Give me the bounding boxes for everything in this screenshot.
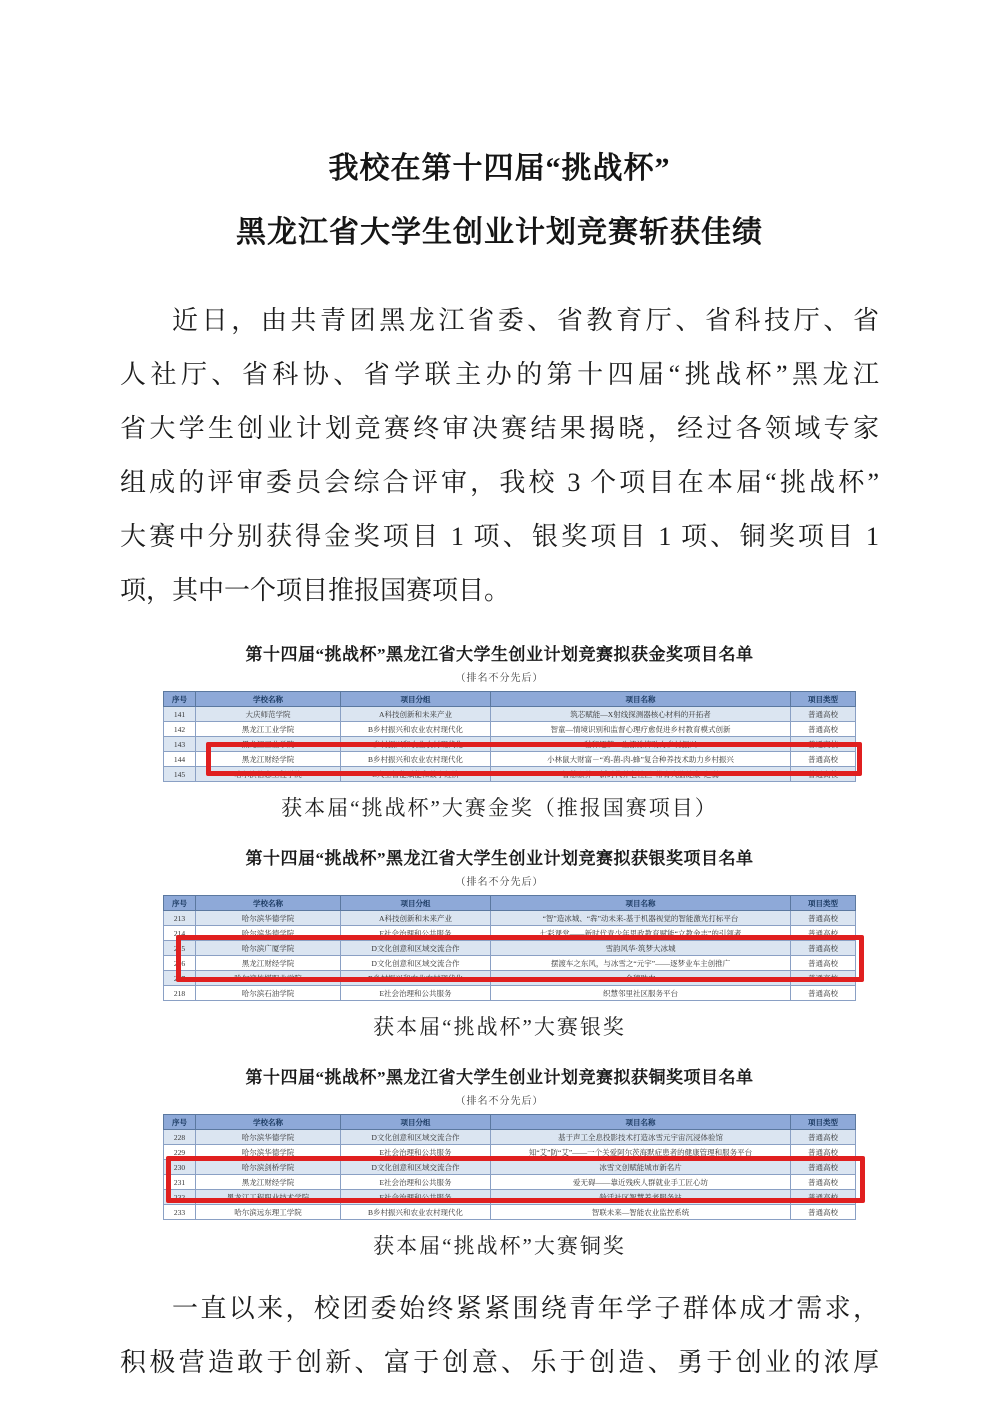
- table-cell: 冰雪文创赋能城市新名片: [491, 1160, 791, 1175]
- page-title-line-1: 我校在第十四届“挑战杯”: [328, 152, 671, 185]
- table-cell: 普通高校: [791, 737, 856, 752]
- table-cell: 哈尔滨远东理工学院: [196, 1205, 341, 1220]
- table-cell: 141: [164, 707, 196, 722]
- table-cell: 228: [164, 1130, 196, 1145]
- table-cell: 哈尔滨华德学院: [196, 911, 341, 926]
- column-header: 项目类型: [791, 1115, 856, 1130]
- table-cell: 普通高校: [791, 941, 856, 956]
- column-header: 序号: [164, 692, 196, 707]
- table-row-highlighted: [164, 1175, 856, 1190]
- table-header-row: [164, 1115, 856, 1130]
- table-cell: E社会治理和公共服务: [341, 1175, 491, 1190]
- table-cell: 普通高校: [791, 926, 856, 941]
- table-cell: 哈尔滨华德学院: [196, 926, 341, 941]
- table-cell: 黑龙江工程职业技术学院: [196, 1190, 341, 1205]
- column-header: 项目类型: [791, 692, 856, 707]
- table-cell: 基于声工全息投影技术打造冰雪元宇宙沉浸体验馆: [491, 1130, 791, 1145]
- table-row: [164, 911, 856, 926]
- paragraph-line: 积极营造敢于创新、富于创意、乐于创造、勇于创业的浓厚: [120, 1348, 879, 1377]
- table-cell: 普通高校: [791, 956, 856, 971]
- column-header: 项目分组: [341, 896, 491, 911]
- table-cell: 215: [164, 941, 196, 956]
- gold-table-title: 第十四届“挑战杯”黑龙江省大学生创业计划竞赛拟获金奖项目名单: [245, 645, 754, 664]
- table-cell: 231: [164, 1175, 196, 1190]
- table-row: [164, 737, 856, 752]
- table-cell: 普通高校: [791, 986, 856, 1001]
- table-cell: 黑龙江财经学院: [196, 752, 341, 767]
- table-cell: 普通高校: [791, 971, 856, 986]
- table-row: [164, 767, 856, 782]
- table-cell: 智联未来—智能农业监控系统: [491, 1205, 791, 1220]
- table-row: [164, 722, 856, 737]
- table-cell: 普通高校: [791, 1130, 856, 1145]
- gold-award-section: [120, 640, 879, 822]
- table-row-highlighted: [164, 752, 856, 767]
- table-row: [164, 1205, 856, 1220]
- bronze-table-title: 第十四届“挑战杯”黑龙江省大学生创业计划竞赛拟获铜奖项目名单: [245, 1068, 754, 1087]
- table-cell: 秸秆逐梦—生漆涂饰助力乡村振兴: [491, 737, 791, 752]
- silver-award-section: [120, 844, 879, 1041]
- table-cell: E社会治理和公共服务: [341, 926, 491, 941]
- table-cell: D文化创意和区域交流合作: [341, 956, 491, 971]
- bronze-table-subtitle: （排名不分先后）: [455, 1096, 544, 1107]
- paragraph-line: 一直以来，校团委始终紧紧围绕青年学子群体成才需求，: [172, 1294, 879, 1323]
- paragraph-line: 组成的评审委员会综合评审，我校 3 个项目在本届“挑战杯”: [120, 468, 879, 497]
- table-cell: 织慧邻里社区服务平台: [491, 986, 791, 1001]
- table-cell: 145: [164, 767, 196, 782]
- table-cell: 哈尔滨剑桥学院: [196, 1160, 341, 1175]
- table-cell: 普通高校: [791, 1205, 856, 1220]
- column-header: 序号: [164, 1115, 196, 1130]
- bronze-award-table: [163, 1114, 856, 1220]
- table-cell: 爱无碍——靠近残疾人群就业手工匠心坊: [491, 1175, 791, 1190]
- table-cell: 小林鼠大财富－“鸡-菌-肉-蜂”复合种养技术助力乡村振兴: [491, 752, 791, 767]
- paragraph-line: 省大学生创业计划竞赛终审决赛结果揭晓，经过各领域专家: [120, 414, 879, 443]
- table-cell: B乡村振兴和农业农村现代化: [341, 737, 491, 752]
- column-header: 项目名称: [491, 692, 791, 707]
- table-cell: 普通高校: [791, 1160, 856, 1175]
- table-cell: 232: [164, 1190, 196, 1205]
- table-cell: 哈尔滨传媒职业学院: [196, 971, 341, 986]
- table-cell: B乡村振兴和农业农村现代化: [341, 971, 491, 986]
- table-cell: 哈尔滨信息工程学院: [196, 767, 341, 782]
- table-cell: 哈尔滨石油学院: [196, 986, 341, 1001]
- paragraph-line: 大赛中分别获得金奖项目 1 项、银奖项目 1 项、铜奖项目 1: [120, 522, 879, 551]
- table-row-highlighted: [164, 956, 856, 971]
- table-cell: 218: [164, 986, 196, 1001]
- table-header-row: [164, 692, 856, 707]
- column-header: 学校名称: [196, 1115, 341, 1130]
- table-cell: 普通高校: [791, 707, 856, 722]
- table-cell: 哈尔滨华德学院: [196, 1130, 341, 1145]
- table-cell: A科技创新和未来产业: [341, 911, 491, 926]
- gold-table-caption: 获本届“挑战杯”大赛金奖（推报国赛项目）: [281, 796, 718, 820]
- bronze-table-caption: 获本届“挑战杯”大赛铜奖: [373, 1234, 626, 1258]
- table-cell: 哈尔滨华德学院: [196, 1145, 341, 1160]
- table-cell: C人工智能赋能和数字经济: [341, 767, 491, 782]
- column-header: 项目名称: [491, 1115, 791, 1130]
- gold-table-image: [120, 691, 879, 782]
- table-cell: 七彩课堂——新时代青少年思政教育赋能“立教金志”的引领者: [491, 926, 791, 941]
- table-cell: B乡村振兴和农业农村现代化: [341, 1205, 491, 1220]
- table-cell: E社会治理和公共服务: [341, 1190, 491, 1205]
- table-cell: 筑芯赋能—X射线探测器核心材料的开拓者: [491, 707, 791, 722]
- table-cell: 230: [164, 1160, 196, 1175]
- table-row: [164, 1130, 856, 1145]
- table-cell: 213: [164, 911, 196, 926]
- gold-table-subtitle: （排名不分先后）: [455, 673, 544, 684]
- column-header: 项目类型: [791, 896, 856, 911]
- bronze-award-section: [120, 1063, 879, 1260]
- table-cell: E社会治理和公共服务: [341, 986, 491, 1001]
- paragraph-line: 近日，由共青团黑龙江省委、省教育厅、省科技厅、省: [172, 306, 879, 335]
- table-cell: 普通高校: [791, 1145, 856, 1160]
- table-cell: 金穗助农: [491, 971, 791, 986]
- table-cell: 智童—情境识别和监督心理疗愈促进乡村教育模式创新: [491, 722, 791, 737]
- silver-table-title: 第十四届“挑战杯”黑龙江省大学生创业计划竞赛拟获银奖项目名单: [245, 849, 754, 868]
- table-row: [164, 971, 856, 986]
- table-cell: 黑龙江财经学院: [196, 1175, 341, 1190]
- table-cell: 龄活社区智慧养老服务站: [491, 1190, 791, 1205]
- table-row-highlighted: [164, 1190, 856, 1205]
- table-cell: 黑龙江工业学院: [196, 737, 341, 752]
- table-cell: 216: [164, 956, 196, 971]
- table-row: [164, 1160, 856, 1175]
- table-cell: B乡村振兴和农业农村现代化: [341, 752, 491, 767]
- column-header: 项目分组: [341, 1115, 491, 1130]
- table-row: [164, 707, 856, 722]
- table-cell: D文化创意和区域交流合作: [341, 1160, 491, 1175]
- page-title-line-2: 黑龙江省大学生创业计划竞赛斩获佳绩: [236, 216, 763, 249]
- table-cell: 217: [164, 971, 196, 986]
- table-cell: D文化创意和区域交流合作: [341, 1130, 491, 1145]
- table-cell: 普通高校: [791, 1175, 856, 1190]
- table-cell: 智慧颐养—新时代养老社区“常青大脑健康”之翼: [491, 767, 791, 782]
- table-cell: 哈尔滨广厦学院: [196, 941, 341, 956]
- closing-paragraph: [120, 1282, 879, 1390]
- silver-table-caption: 获本届“挑战杯”大赛银奖: [373, 1015, 626, 1039]
- table-cell: 知“艾”防“艾”——一个关爱阿尔茨海默症患者的健康管理和服务平台: [491, 1145, 791, 1160]
- table-cell: 摆渡车之东风，与冰雪之“元宇”——逐梦业车主创推广: [491, 956, 791, 971]
- table-row: [164, 986, 856, 1001]
- table-cell: 普通高校: [791, 911, 856, 926]
- table-header-row: [164, 896, 856, 911]
- column-header: 学校名称: [196, 896, 341, 911]
- table-cell: 黑龙江工业学院: [196, 722, 341, 737]
- table-cell: 142: [164, 722, 196, 737]
- silver-award-table: [163, 895, 856, 1001]
- table-cell: “智”造冰城、“犇”动未来-基于机器视觉的智能激光打标平台: [491, 911, 791, 926]
- column-header: 序号: [164, 896, 196, 911]
- bronze-table-image: [120, 1114, 879, 1220]
- paragraph-line: 人社厅、省科协、省学联主办的第十四届“挑战杯”黑龙江: [120, 360, 879, 389]
- table-cell: B乡村振兴和农业农村现代化: [341, 722, 491, 737]
- table-cell: 143: [164, 737, 196, 752]
- table-cell: 大庆师范学院: [196, 707, 341, 722]
- column-header: 项目分组: [341, 692, 491, 707]
- column-header: 项目名称: [491, 896, 791, 911]
- table-cell: 雪韵风华·筑梦大冰城: [491, 941, 791, 956]
- table-cell: 229: [164, 1145, 196, 1160]
- table-cell: 普通高校: [791, 722, 856, 737]
- table-cell: 普通高校: [791, 767, 856, 782]
- intro-paragraph: [120, 294, 879, 618]
- table-row: [164, 926, 856, 941]
- table-cell: 黑龙江财经学院: [196, 956, 341, 971]
- table-cell: 普通高校: [791, 752, 856, 767]
- gold-award-table: [163, 691, 856, 782]
- table-cell: A科技创新和未来产业: [341, 707, 491, 722]
- table-cell: 普通高校: [791, 1190, 856, 1205]
- table-row: [164, 1145, 856, 1160]
- table-cell: 233: [164, 1205, 196, 1220]
- table-cell: 214: [164, 926, 196, 941]
- table-cell: 144: [164, 752, 196, 767]
- silver-table-subtitle: （排名不分先后）: [455, 877, 544, 888]
- column-header: 学校名称: [196, 692, 341, 707]
- table-cell: D文化创意和区域交流合作: [341, 941, 491, 956]
- table-row: [164, 941, 856, 956]
- silver-table-image: [120, 895, 879, 1001]
- paragraph-line: 项，其中一个项目推报国赛项目。: [120, 576, 511, 605]
- table-cell: E社会治理和公共服务: [341, 1145, 491, 1160]
